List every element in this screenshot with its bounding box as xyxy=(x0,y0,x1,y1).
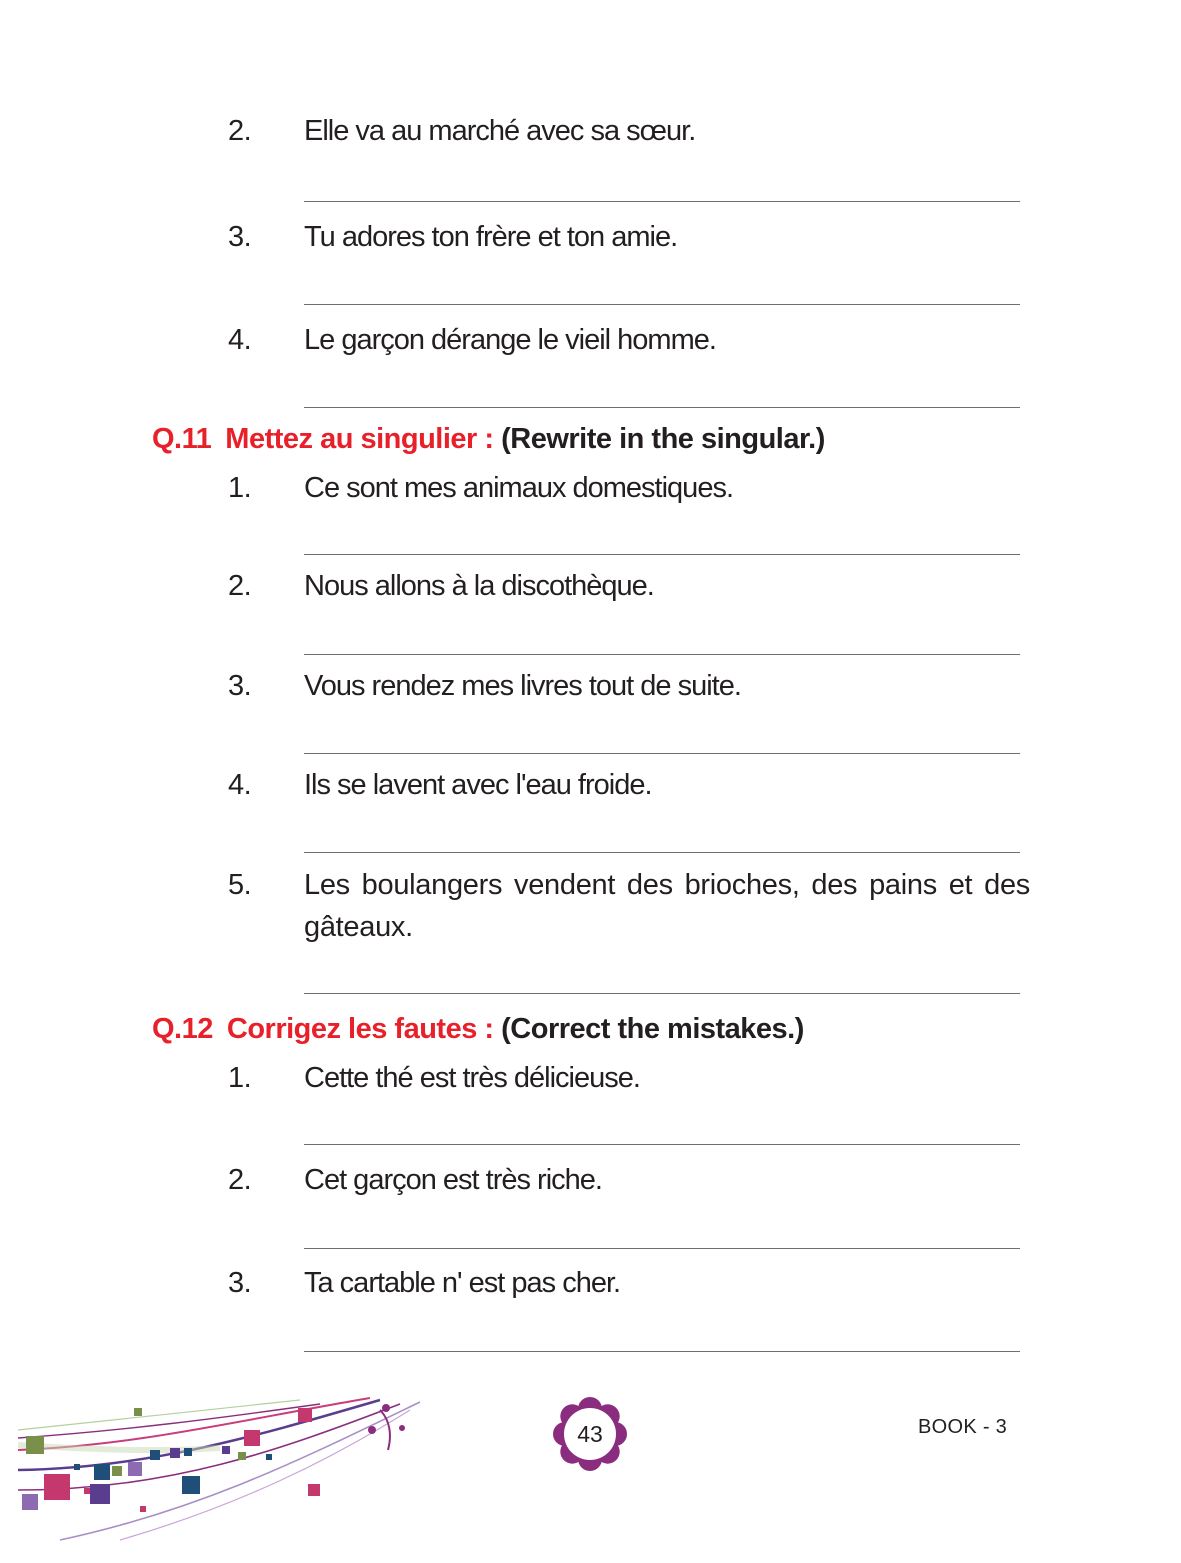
question-title-fr: Mettez au singulier : xyxy=(225,423,494,455)
question-number: Q.12 xyxy=(152,1013,213,1045)
answer-line[interactable] xyxy=(304,554,1020,555)
answer-line[interactable] xyxy=(304,1144,1020,1145)
question-heading-q12 xyxy=(152,1013,804,1046)
item-number: 5. xyxy=(228,869,252,901)
item-text: Vous rendez mes livres tout de suite. xyxy=(304,670,741,702)
item-text: Cet garçon est très riche. xyxy=(304,1164,602,1196)
decorative-swoosh xyxy=(0,1390,430,1550)
item-number: 2. xyxy=(228,570,252,602)
book-label: BOOK - 3 xyxy=(918,1416,1008,1438)
item-text: Ta cartable n' est pas cher. xyxy=(304,1267,621,1299)
item-number: 2. xyxy=(228,115,252,147)
item-number: 3. xyxy=(228,1267,252,1299)
item-text: Le garçon dérange le vieil homme. xyxy=(304,324,716,356)
page-number-badge xyxy=(553,1397,627,1471)
item-text: Les boulangers vendent des brioches, des pains et des gâteaux. xyxy=(304,869,1030,943)
question-heading-q11 xyxy=(152,423,825,456)
answer-line[interactable] xyxy=(304,304,1020,305)
answer-line[interactable] xyxy=(304,654,1020,655)
item-text: Cette thé est très délicieuse. xyxy=(304,1062,640,1094)
item-text: Elle va au marché avec sa sœur. xyxy=(304,115,696,147)
item-number: 3. xyxy=(228,670,252,702)
page-number: 43 xyxy=(577,1421,603,1447)
answer-line[interactable] xyxy=(304,852,1020,853)
item-text: Nous allons à la discothèque. xyxy=(304,570,654,602)
item-number: 1. xyxy=(228,472,252,504)
answer-line[interactable] xyxy=(304,1351,1020,1352)
answer-line[interactable] xyxy=(304,407,1020,408)
answer-line[interactable] xyxy=(304,1248,1020,1249)
item-number: 3. xyxy=(228,221,252,253)
item-text: Ils se lavent avec l'eau froide. xyxy=(304,769,652,801)
question-title-en: (Rewrite in the singular.) xyxy=(501,423,825,455)
item-number: 2. xyxy=(228,1164,252,1196)
item-text: Ce sont mes animaux domestiques. xyxy=(304,472,733,504)
item-number: 4. xyxy=(228,324,252,356)
answer-line[interactable] xyxy=(304,753,1020,754)
question-title-en: (Correct the mistakes.) xyxy=(501,1013,804,1045)
answer-line[interactable] xyxy=(304,201,1020,202)
item-text: Tu adores ton frère et ton amie. xyxy=(304,221,678,253)
item-number: 1. xyxy=(228,1062,252,1094)
question-title-fr: Corrigez les fautes : xyxy=(226,1013,494,1045)
question-number: Q.11 xyxy=(152,423,212,455)
item-number: 4. xyxy=(228,769,252,801)
answer-line[interactable] xyxy=(304,993,1020,994)
